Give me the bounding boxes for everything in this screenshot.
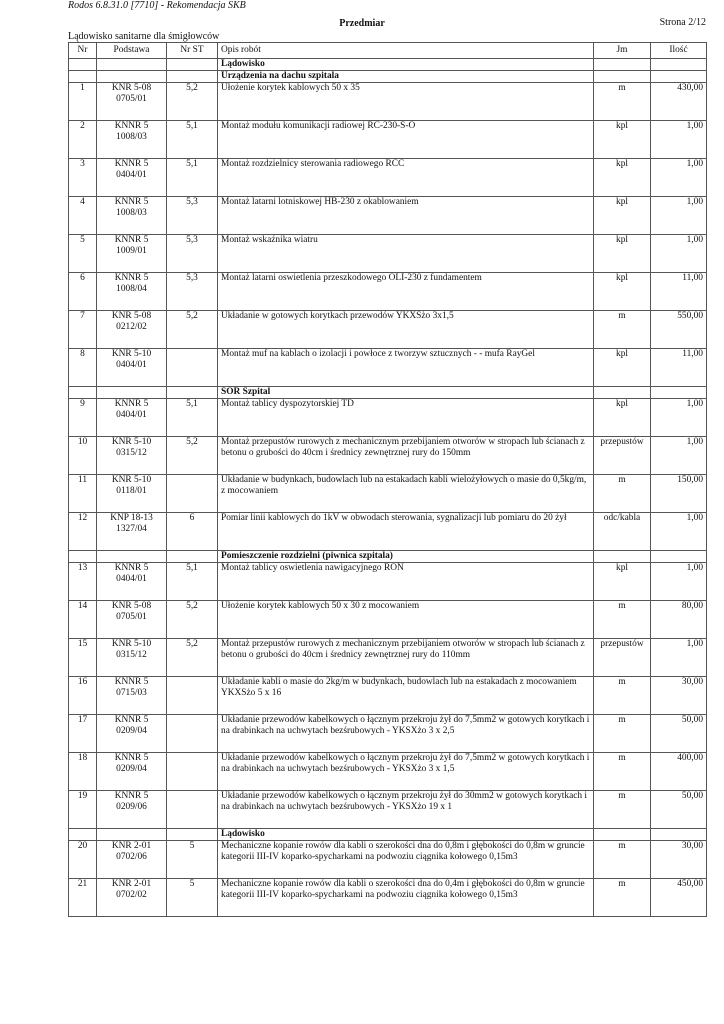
item-podstawa: KNR 5-10 0315/12 [97, 437, 167, 475]
item-nr: 12 [69, 513, 97, 551]
table-row [69, 513, 707, 551]
item-podstawa: KNNR 5 0404/01 [97, 399, 167, 437]
table-row [69, 677, 707, 715]
table-row [69, 349, 707, 387]
item-jm: m [594, 677, 651, 715]
col-podstawa-header: Podstawa [97, 43, 167, 59]
item-jm: m [594, 791, 651, 829]
item-nr: 13 [69, 563, 97, 601]
item-podstawa: KNR 5-08 0705/01 [97, 601, 167, 639]
item-nr-st: 5 [167, 879, 218, 917]
item-opis: Montaż tablicy oswietlenia nawigacyjnego RON [218, 563, 594, 601]
item-opis: Mechaniczne kopanie rowów dla kabli o szerokości dna do 0,4m i głębokości do 0,8m w gruncie kategorii III-IV koparko-spycharkami na podwoziu ciągnika kołowego 0,15m3 [218, 879, 594, 917]
section-row [69, 387, 707, 399]
item-opis: Montaż muf na kablach o izolacji i powłoce z tworzyw sztucznych - - mufa RayGel [218, 349, 594, 387]
item-jm: m [594, 475, 651, 513]
item-opis: Układanie przewodów kabelkowych o łącznym przekroju żył do 7,5mm2 w gotowych korytkach i na drabinkach na uchwytach bezśrubowych - YKSXżo 3 x 1,5 [218, 753, 594, 791]
section-row [69, 551, 707, 563]
item-jm: kpl [594, 349, 651, 387]
item-jm: przepustów [594, 639, 651, 677]
item-nr-st: 5,2 [167, 601, 218, 639]
item-jm: odc/kabla [594, 513, 651, 551]
item-jm: kpl [594, 563, 651, 601]
item-jm: kpl [594, 197, 651, 235]
item-opis: Montaż modułu komunikacji radiowej RC-230-S-O [218, 121, 594, 159]
item-opis: Montaż przepustów rurowych z mechanicznym przebijaniem otworów w stropach lub ścianach z betonu o grubości do 40cm i średnicy zewnętrznej rury do 110mm [218, 639, 594, 677]
item-podstawa: KNNR 5 1008/03 [97, 121, 167, 159]
item-nr-st: 5 [167, 841, 218, 879]
item-ilosc: 1,00 [651, 399, 707, 437]
item-ilosc: 1,00 [651, 513, 707, 551]
table-row [69, 235, 707, 273]
col-jm-header: Jm [594, 43, 651, 59]
item-ilosc: 1,00 [651, 197, 707, 235]
item-podstawa: KNR 5-10 0315/12 [97, 639, 167, 677]
item-nr-st: 5,3 [167, 235, 218, 273]
section-title: Pomieszczenie rozdzielni (piwnica szpitala) [218, 551, 594, 563]
item-nr-st: 5,2 [167, 639, 218, 677]
item-opis: Układanie przewodów kabelkowych o łącznym przekroju żył do 30mm2 w gotowych korytkach i na drabinkach na uchwytach bezśrubowych - YKSXżo 19 x 1 [218, 791, 594, 829]
item-nr-st [167, 791, 218, 829]
item-jm: m [594, 715, 651, 753]
section-title: Urządzenia na dachu szpitala [218, 71, 594, 83]
item-nr-st: 5,3 [167, 273, 218, 311]
item-ilosc: 150,00 [651, 475, 707, 513]
item-nr: 11 [69, 475, 97, 513]
col-nr-header: Nr [69, 43, 97, 59]
item-jm: m [594, 753, 651, 791]
table-row [69, 159, 707, 197]
item-nr: 4 [69, 197, 97, 235]
item-nr-st [167, 475, 218, 513]
bill-of-quantities-table [68, 42, 707, 917]
item-podstawa: KNNR 5 1008/04 [97, 273, 167, 311]
item-ilosc: 1,00 [651, 159, 707, 197]
item-ilosc: 11,00 [651, 273, 707, 311]
item-opis: Montaż wskaźnika wiatru [218, 235, 594, 273]
table-header-row [69, 43, 707, 59]
table-row [69, 791, 707, 829]
item-opis: Mechaniczne kopanie rowów dla kabli o szerokości dna do 0,8m i głębokości do 0,8m w gruncie kategorii III-IV koparko-spycharkami na podwoziu ciągnika kołowego 0,15m3 [218, 841, 594, 879]
table-row [69, 879, 707, 917]
item-podstawa: KNR 5-10 0404/01 [97, 349, 167, 387]
item-nr-st [167, 677, 218, 715]
item-nr-st: 5,3 [167, 197, 218, 235]
section-row [69, 71, 707, 83]
item-jm: m [594, 83, 651, 121]
item-nr-st: 5,1 [167, 121, 218, 159]
item-nr: 18 [69, 753, 97, 791]
item-nr: 17 [69, 715, 97, 753]
col-nr-st-header: Nr ST [167, 43, 218, 59]
col-ilosc-header: Ilość [651, 43, 707, 59]
table-row [69, 437, 707, 475]
table-row [69, 753, 707, 791]
item-opis: Montaż tablicy dyspozytorskiej TD [218, 399, 594, 437]
item-podstawa: KNR 2-01 0702/06 [97, 841, 167, 879]
item-nr-st: 5,1 [167, 399, 218, 437]
item-nr: 9 [69, 399, 97, 437]
item-opis: Pomiar linii kablowych do 1kV w obwodach sterowania, sygnalizacji lub pomiaru do 20 żył [218, 513, 594, 551]
item-opis: Montaż latarni oswietlenia przeszkodowego OLI-230 z fundamentem [218, 273, 594, 311]
item-podstawa: KNNR 5 1009/01 [97, 235, 167, 273]
item-jm: m [594, 841, 651, 879]
section-title: SOR Szpital [218, 387, 594, 399]
item-nr: 7 [69, 311, 97, 349]
item-nr: 19 [69, 791, 97, 829]
item-opis: Montaż rozdzielnicy sterowania radiowego RCC [218, 159, 594, 197]
item-opis: Układanie w gotowych korytkach przewodów YKXSżo 3x1,5 [218, 311, 594, 349]
table-row [69, 399, 707, 437]
section-row [69, 59, 707, 71]
item-jm: przepustów [594, 437, 651, 475]
item-jm: m [594, 311, 651, 349]
item-opis: Układanie przewodów kabelkowych o łącznym przekroju żył do 7,5mm2 w gotowych korytkach i na drabinkach na uchwytach bezśrubowych - YKSXżo 3 x 2,5 [218, 715, 594, 753]
item-jm: kpl [594, 121, 651, 159]
document-title: Przedmiar [339, 18, 385, 29]
item-podstawa: KNR 5-08 0212/02 [97, 311, 167, 349]
section-row [69, 829, 707, 841]
item-nr-st [167, 753, 218, 791]
item-ilosc: 11,00 [651, 349, 707, 387]
item-ilosc: 80,00 [651, 601, 707, 639]
item-podstawa: KNNR 5 0404/01 [97, 159, 167, 197]
item-ilosc: 50,00 [651, 715, 707, 753]
item-podstawa: KNNR 5 0404/01 [97, 563, 167, 601]
item-nr: 8 [69, 349, 97, 387]
item-nr: 10 [69, 437, 97, 475]
item-jm: kpl [594, 159, 651, 197]
table-row [69, 273, 707, 311]
item-nr: 16 [69, 677, 97, 715]
item-podstawa: KNNR 5 0209/04 [97, 715, 167, 753]
item-opis: Ułożenie korytek kablowych 50 x 35 [218, 83, 594, 121]
item-podstawa: KNNR 5 0209/06 [97, 791, 167, 829]
item-opis: Układanie kabli o masie do 2kg/m w budynkach, budowlach lub na estakadach z mocowaniem YKXSżo 5 x 16 [218, 677, 594, 715]
item-podstawa: KNR 5-08 0705/01 [97, 83, 167, 121]
item-jm: kpl [594, 399, 651, 437]
table-row [69, 563, 707, 601]
table-row [69, 475, 707, 513]
item-ilosc: 30,00 [651, 677, 707, 715]
item-opis: Ułożenie korytek kablowych 50 x 30 z mocowaniem [218, 601, 594, 639]
item-ilosc: 30,00 [651, 841, 707, 879]
item-podstawa: KNR 2-01 0702/02 [97, 879, 167, 917]
item-nr: 20 [69, 841, 97, 879]
item-ilosc: 1,00 [651, 437, 707, 475]
item-nr: 5 [69, 235, 97, 273]
item-podstawa: KNR 5-10 0118/01 [97, 475, 167, 513]
item-opis: Montaż przepustów rurowych z mechanicznym przebijaniem otworów w stropach lub ścianach z betonu o grubości do 40cm i średnicy zewnętrznej rury do 150mm [218, 437, 594, 475]
item-opis: Montaż latarni lotniskowej HB-230 z okablowaniem [218, 197, 594, 235]
item-nr: 6 [69, 273, 97, 311]
item-nr: 21 [69, 879, 97, 917]
item-nr-st: 5,2 [167, 83, 218, 121]
item-podstawa: KNNR 5 1008/03 [97, 197, 167, 235]
item-ilosc: 450,00 [651, 879, 707, 917]
item-opis: Układanie w budynkach, budowlach lub na estakadach kabli wielożyłowych o masie do 0,5kg/m, z mocowaniem [218, 475, 594, 513]
table-row [69, 715, 707, 753]
col-opis-header: Opis robót [218, 43, 594, 59]
table-row [69, 639, 707, 677]
item-nr: 1 [69, 83, 97, 121]
item-ilosc: 1,00 [651, 563, 707, 601]
table-row [69, 121, 707, 159]
item-podstawa: KNP 18-13 1327/04 [97, 513, 167, 551]
item-nr: 3 [69, 159, 97, 197]
item-jm: m [594, 879, 651, 917]
item-nr: 15 [69, 639, 97, 677]
item-ilosc: 1,00 [651, 121, 707, 159]
item-nr-st: 5,1 [167, 159, 218, 197]
table-row [69, 841, 707, 879]
item-nr-st: 6 [167, 513, 218, 551]
section-title: Lądowisko [218, 829, 594, 841]
item-ilosc: 1,00 [651, 639, 707, 677]
item-podstawa: KNNR 5 0209/04 [97, 753, 167, 791]
item-nr-st [167, 715, 218, 753]
item-ilosc: 430,00 [651, 83, 707, 121]
item-nr: 14 [69, 601, 97, 639]
table-row [69, 601, 707, 639]
table-row [69, 83, 707, 121]
page-number: Strona 2/12 [659, 17, 706, 28]
item-ilosc: 550,00 [651, 311, 707, 349]
item-ilosc: 1,00 [651, 235, 707, 273]
item-jm: kpl [594, 273, 651, 311]
item-nr-st: 5,1 [167, 563, 218, 601]
item-ilosc: 400,00 [651, 753, 707, 791]
table-row [69, 311, 707, 349]
item-podstawa: KNNR 5 0715/03 [97, 677, 167, 715]
item-ilosc: 50,00 [651, 791, 707, 829]
item-nr-st [167, 349, 218, 387]
item-nr-st: 5,2 [167, 437, 218, 475]
item-nr: 2 [69, 121, 97, 159]
item-nr-st: 5,2 [167, 311, 218, 349]
table-row [69, 197, 707, 235]
app-header: Rodos 6.8.31.0 [7710] - Rekomendacja SKB [68, 0, 246, 11]
item-jm: kpl [594, 235, 651, 273]
item-jm: m [594, 601, 651, 639]
project-name: Lądowisko sanitarne dla śmigłowców [68, 31, 220, 42]
section-title: Lądowisko [218, 59, 594, 71]
